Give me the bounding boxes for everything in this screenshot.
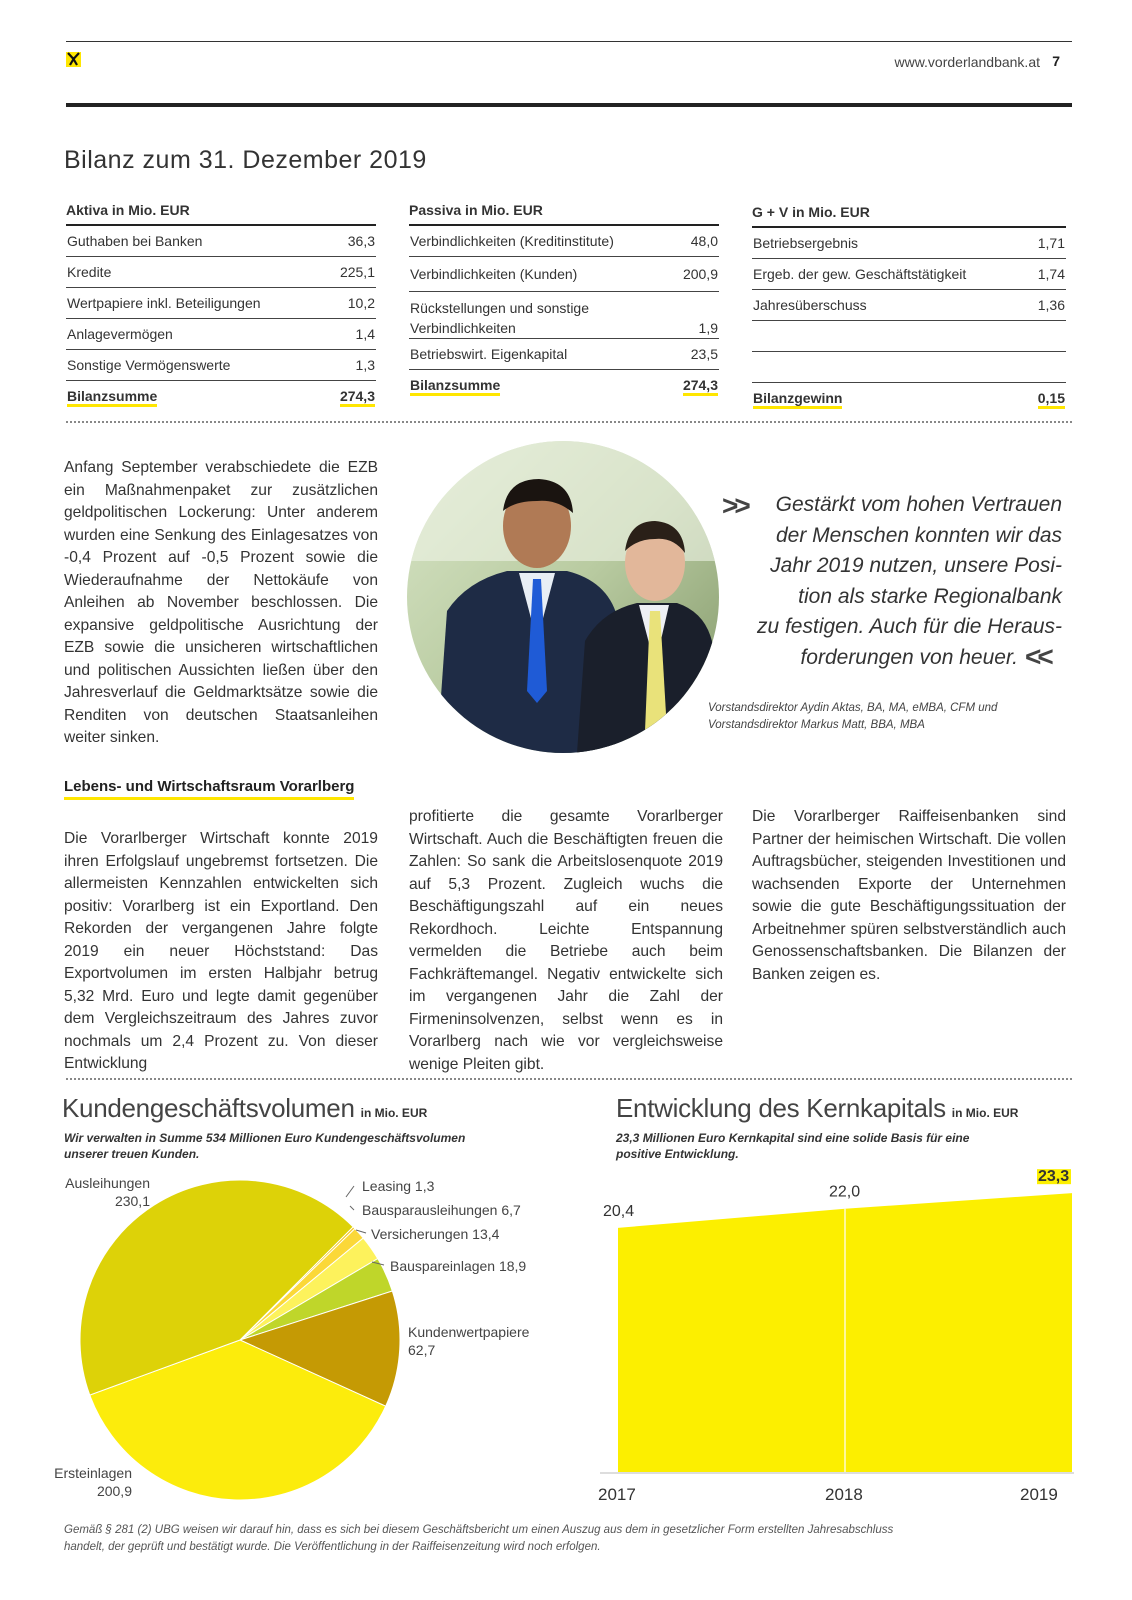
pie-title-text: Kundengeschäftsvolumen (62, 1093, 355, 1123)
row-label: Guthaben bei Banken (66, 225, 327, 257)
pie-unit: in Mio. EUR (360, 1106, 428, 1120)
footnote-line: handelt, der geprüft und bestätigt wurde. Die Veröffentlichung in der Raiffeisenzeitung wird noch erfolgen. (64, 1541, 601, 1553)
row-value: 1,3 (327, 350, 376, 381)
row-value: 200,9 (672, 257, 719, 292)
row-label: Sonstige Vermögenswerte (66, 350, 327, 381)
footnote (64, 1522, 1064, 1556)
pie-subtitle-line: Wir verwalten in Summe 534 Millionen Euro Kundengeschäftsvolumen (64, 1131, 466, 1145)
body-column-2: profitierte die gesamte Vorarlberger Wirtschaft. Auch die Beschäftigten freuen die Zahlen: So sank die Arbeitslosenquote 2019 auf 5,3 Prozent. Zugleich wuchs die Beschäftigungszahl auf ein neues Rekordhoch. Leichte Entspannung vermelden die Betriebe auch beim Fachkräftemangel. Negativ entwickelte sich im vergangenen Jahr die Zahl der Firmeninsolvenzen, selbst wenn es in Vorarlberg nach wie vor vergleichsweise wenige Pleiten gibt. (409, 808, 723, 1073)
quote-line: Jahr 2019 nutzen, unsere Posi- (770, 554, 1062, 577)
pie-label-line: Kundenwertpapiere (408, 1324, 530, 1340)
quote-close-icon: << (1025, 641, 1050, 672)
pie-label-line: 62,7 (408, 1342, 436, 1358)
guv-heading: G + V in Mio. EUR (752, 198, 1066, 227)
sum-value: 274,3 (340, 388, 375, 407)
row-label-line: Rückstellungen und sonstige (410, 300, 590, 316)
row-value: 1,36 (1028, 290, 1066, 321)
page-number: 7 (1052, 53, 1060, 69)
pie-label-line: Ersteinlagen (54, 1465, 132, 1481)
row-value: 1,4 (327, 319, 376, 350)
row-label: Anlagevermögen (66, 319, 327, 350)
quote-line: Gestärkt vom hohen Vertrauen (775, 493, 1062, 516)
body-column-3: Die Vorarlberger Raiffeisenbanken sind Partner der heimischen Wirtschaft. Die vollen Auftragsbücher, steigenden Investitionen und wachsenden Exporte der Unternehmen sowie die gute Beschäftigungssituation der Arbeitnehmer spüren selbstverständlich auch Genossenschaftsbanken. Die Bilanzen der Banken zeigen es. (752, 808, 1066, 983)
passiva-heading: Passiva in Mio. EUR (409, 196, 719, 225)
quote-line: tion als starke Regionalbank (798, 584, 1062, 608)
pie-label-bauspareinlagen: Bauspareinlagen 18,9 (390, 1258, 527, 1274)
sum-value: 0,15 (1038, 390, 1065, 409)
row-label: Wertpapiere inkl. Beteiligungen (66, 288, 327, 319)
quote-open-icon: >> (722, 490, 747, 521)
x-tick-label: 2019 (1020, 1485, 1058, 1504)
pie-label-leasing: Leasing 1,3 (362, 1178, 435, 1194)
section-heading: Lebens- und Wirtschaftsraum Vorarlberg (64, 778, 354, 800)
sum-value: 274,3 (683, 377, 718, 396)
quote-line: zu festigen. Auch für die Heraus- (756, 615, 1062, 638)
row-label: Ergeb. der gew. Geschäftstätigkeit (752, 259, 1028, 290)
caption-line: Vorstandsdirektor Markus Matt, BBA, MBA (708, 719, 925, 731)
area-subtitle-line: 23,3 Millionen Euro Kernkapital sind eine solide Basis für eine (616, 1131, 970, 1145)
pie-subtitle-line: unserer treuen Kunden. (64, 1147, 200, 1161)
value-label: 22,0 (829, 1183, 861, 1201)
pie-label-line: 200,9 (96, 1483, 132, 1499)
row-label: Kredite (66, 257, 327, 288)
row-value: 36,3 (327, 225, 376, 257)
x-tick-label: 2017 (598, 1485, 636, 1504)
row-value: 225,1 (327, 257, 376, 288)
quote-line: der Menschen konnten wir das (776, 523, 1062, 547)
row-label: Betriebsergebnis (752, 227, 1028, 259)
row-value: 48,0 (672, 225, 719, 257)
sum-label: Bilanzsumme (67, 388, 157, 407)
area-unit: in Mio. EUR (951, 1106, 1019, 1120)
row-label: Betriebswirt. Eigenkapital (409, 339, 672, 370)
sum-label: Bilanzgewinn (753, 390, 842, 409)
row-value: 10,2 (327, 288, 376, 319)
value-label: 20,4 (603, 1202, 635, 1220)
row-value: 1,71 (1028, 227, 1066, 259)
row-label: Verbindlichkeiten (Kunden) (409, 257, 672, 292)
body-column-1: Die Vorarlberger Wirtschaft konnte 2019 ihren Erfolgslauf ungebremst fortsetzen. Die allermeisten Kennzahlen entwickelten sich positiv: Vorarlberg ist ein Exportland. Den Rekorden der vergangenen Jahre folgte 2019 ein neuer Höchststand: Das Exportvolumen im ersten Halbjahr betrug 5,32 Mrd. Euro und legte damit gegenüber dem Vergleichszeitraum des Jahres zuvor nochmals um 2,4 Prozent zu. Von dieser Entwicklung (64, 830, 378, 1072)
row-label: Verbindlichkeiten (Kreditinstitute) (409, 225, 672, 257)
pie-label-line: Ausleihungen (65, 1175, 150, 1191)
pie-label-bausparausleihungen: Bausparausleihungen 6,7 (362, 1202, 521, 1218)
pie-label-versicherungen: Versicherungen 13,4 (371, 1226, 500, 1242)
x-tick-label: 2018 (825, 1485, 863, 1504)
area-subtitle-line: positive Entwicklung. (616, 1147, 739, 1161)
area-title-text: Entwicklung des Kernkapitals (616, 1093, 946, 1123)
row-value: 1,9 (672, 292, 719, 339)
footnote-line: Gemäß § 281 (2) UBG weisen wir darauf hin, dass es sich bei diesem Geschäftsbericht um einen Auszug aus dem in gesetzlicher Form erstellten Jahresabschluss (64, 1524, 894, 1536)
row-label: Jahresüberschuss (752, 290, 1028, 321)
row-label-line: Verbindlichkeiten (410, 320, 516, 336)
page-title: Bilanz zum 31. Dezember 2019 (64, 146, 427, 174)
website-link[interactable]: www.vorderlandbank.at (894, 54, 1040, 70)
pie-label-line: 230,1 (114, 1193, 150, 1209)
quote-line: forderungen von heuer. (800, 645, 1018, 669)
caption-line: Vorstandsdirektor Aydin Aktas, BA, MA, eMBA, CFM und (708, 702, 998, 714)
value-label: 23,3 (1038, 1168, 1070, 1186)
row-value: 23,5 (672, 339, 719, 370)
aktiva-heading: Aktiva in Mio. EUR (66, 196, 376, 225)
sum-label: Bilanzsumme (410, 377, 500, 396)
row-value: 1,74 (1028, 259, 1066, 290)
intro-paragraph: Anfang September verabschiedete die EZB ein Maßnahmenpaket zur zusätzlichen geldpolitischen Lockerung: Unter anderem wurden eine Senkung des Einlagesatzes von -0,4 Prozent auf -0,5 Prozent sowie die Wiederaufnahme der Nettokäufe von Anleihen ab November beschlossen. Die expansive geldpolitische Ausrichtung der EZB sowie die unsicheren wirtschaftlichen und politischen Aussichten ließen über den Jahresverlauf die Geldmarktsätze sowie die Renditen von deutschen Staatsanleihen weiter sinken. (64, 459, 378, 746)
